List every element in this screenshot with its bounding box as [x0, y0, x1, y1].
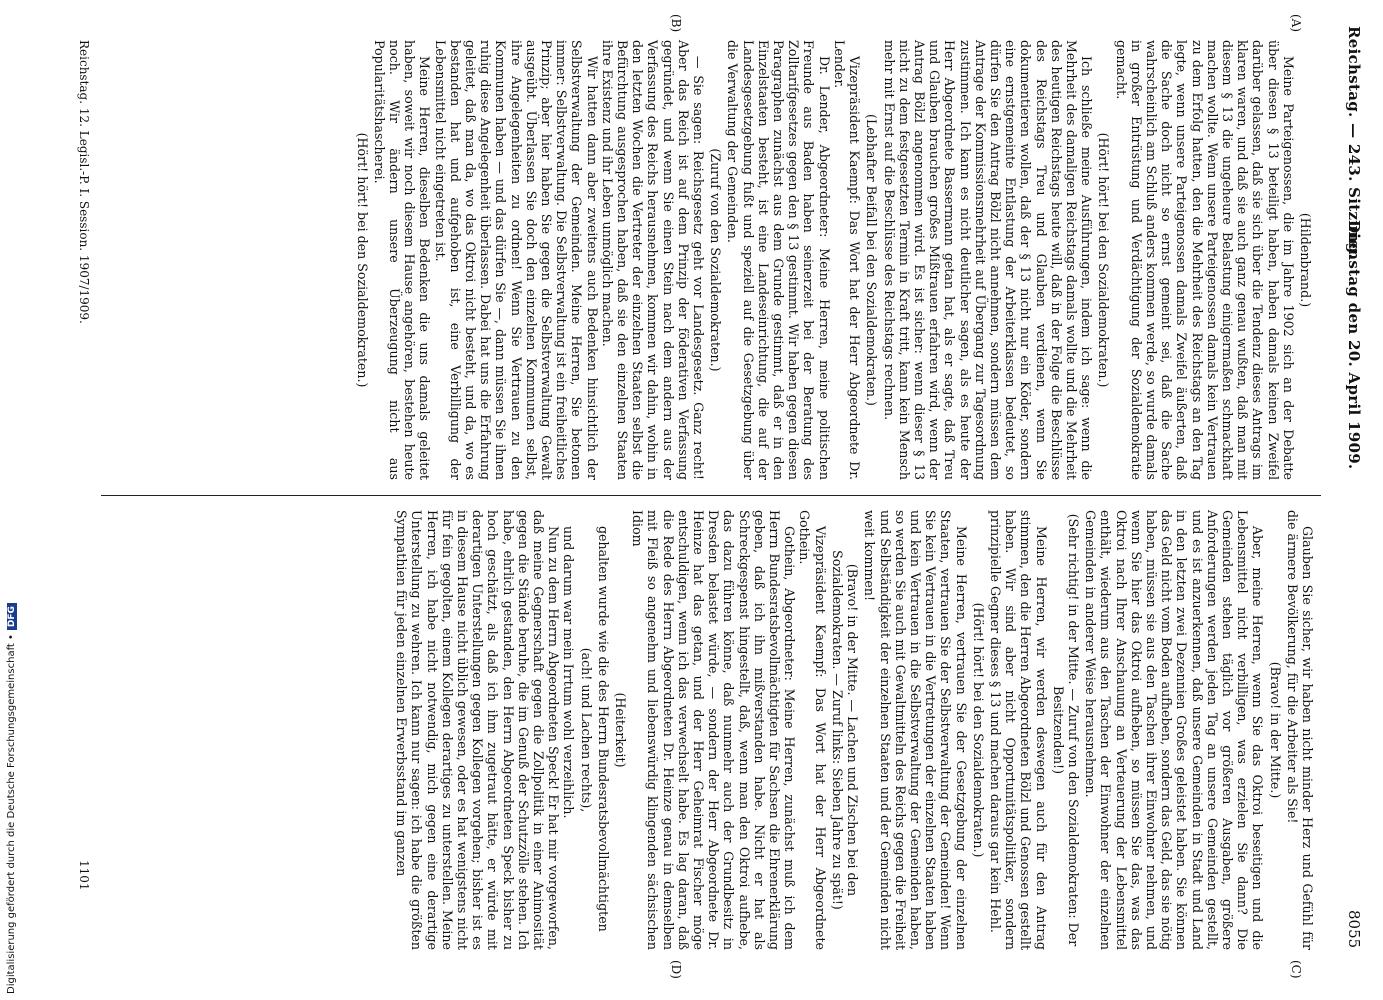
margin-marker-b: (B) [669, 14, 683, 33]
interjection: (ach! und Lachen rechts), [578, 647, 594, 813]
paragraph: Meine Herren, vertrauen Sie der Gesetzgebung der einzelnen Staaten, vertrauen Sie der Selbstverwaltung der Gemeinden! Wenn Sie kein Vertrauen in die Vertretungen der einzelnen Staaten haben und kein Vertrauen in die Selbstverwaltung der Gemeinden haben, so werden Sie auch mit Gewaltmitteln des Reichs gegen die Freiheit und Selbständigkeit der einzelnen Staaten und der Gemeinden nicht weit kommen! [862, 510, 969, 950]
paragraph: Meine Herren, dieselben Bedenken die uns damals geleitet haben, soweit wir noch diesem Hause angehören, bestehen heute noch. Wir ändern unsere Überzeugung nicht aus Popularitätshascherei. [371, 40, 433, 480]
column-divider [101, 495, 1321, 496]
paragraph: Wir hatten dann aber zweitens auch Bedenken hinsichtlich der Selbstverwaltung der Gemeinden. Meine Herren, Sie betonen immer: Selbstverwaltung. Die Selbstverwaltung ist ein freiheitliches Prinzip; aber hier haben Sie gegen die Selbstverwaltung Gewalt ausgeübt. Überlassen Sie doch den einzelnen Kommunen selbst, ihre Angelegenheiten zu ordnen! Wenn Sie Vertrauen zu den Kommunen haben — und das dürfen Sie —, dann müssen Sie ihnen ruhig diese Angelegenheit überlassen. Dabei hat uns die Erfahrung geleitet, daß man da, wo das Oktroi nicht besteht, und da, wo es bestanden hat und aufgehoben ist, eine Verbilligung der Lebensmittel nicht eingetreten ist. [432, 40, 600, 480]
interjection: (Hört! hört! bei den Sozialdemokraten.) [1096, 132, 1112, 388]
margin-marker-d: (D) [669, 960, 683, 979]
margin-marker-a: (A) [1289, 14, 1303, 33]
paragraph: gehalten wurde wie die des Herrn Bundesratsbevollmächtigten [595, 526, 611, 932]
interjection: (Hört! hört! bei den Sozialdemokraten.) [970, 602, 986, 858]
interjection: (Lebhafter Beifall bei den Sozialdemokraten.) [864, 114, 880, 406]
header-page-number: 8055 [1345, 910, 1363, 949]
chair-announcement: Vizepräsident Kaempf: Das Wort hat der Herr Abgeordnete Gothein. [797, 510, 828, 950]
interjection: (Bravo! in der Mitte. — Lachen und Zischen bei den Sozialdemokraten. — Zuruf links: Sieben Jahre zu spät!) [829, 550, 861, 910]
page-header [1331, 0, 1371, 1000]
credit-text: Digitalisierung gefördert durch die Deutsche Forschungsgemeinschaft • [6, 634, 17, 994]
paragraph: Meine Herren, wir werden deswegen auch für den Antrag stimmen, den die Herren Abgeordneten Bölzl und Genossen gestellt haben. Wir sind aber nicht Opportunitätspolitiker, sondern prinzipielle Gegner dieses § 13 und machen daraus gar kein Hehl. [987, 510, 1049, 950]
digitization-credit [6, 603, 17, 994]
footer-session-info: Reichstag. 12. Legisl.-P. I. Session. 1907/1909. [77, 40, 91, 324]
header-date: Dienstag den 20. April 1909. [1345, 220, 1363, 470]
paragraph: Glauben Sie sicher, wir haben nicht minder Herz und Gefühl für die ärmere Bevölkerung, für die Arbeiter als Sie! [1284, 510, 1315, 950]
interjection: (Hört! hört! bei den Sozialdemokraten.) [354, 132, 370, 388]
paragraph: Dr. Lender, Abgeordneter: Meine Herren, meine politischen Freunde aus Baden haben seinerzeit bei der Beratung des Zolltarifgesetzes gegen den § 13 gestimmt. Wir haben gegen diesen Paragraphen zunächst aus dem Grunde gestimmt, daß er in den Einzelstaaten besteht, ist eine Landeseinrichtung, die auf der Landesgesetzgebung fußt und speziell auf die Gesetzgebung über die Verwaltung der Gemeinden. [725, 40, 832, 480]
paragraph: Gothein, Abgeordneter: Meine Herren, zunächst muß ich dem Herrn Bundesratsbevollmächtigten für Sachsen die Ehrenerklärung geben, daß ich ihn mißverstanden habe. Nicht er hat als Schreckgespenst hingestellt, daß, wenn man den Oktroi aufhebe, das dazu führen könne, daß nunmehr auch der Grundbesitz in Dresden belastet würde, — sondern der Herr Abgeordnete Dr. Heinze hat das getan, und der Herr Geheimrat Fischer möge entschuldigen, wenn ich das verwechselt habe. Es lag daran, daß die Rede des Herrn Abgeordneten Dr. Heinze genau in demselben mit Fleiß so angenehm und liebenswürdig klingenden sächsischen Idiom [630, 510, 798, 950]
interjection: (Zuruf von den Sozialdemokraten.) [708, 148, 724, 372]
dfg-logo: DFG [7, 603, 17, 630]
paragraph: und darum war mein Irrtum wohl verzeihlich. [561, 526, 577, 819]
chair-announcement: Vizepräsident Kaempf: Das Wort hat der Herr Abgeordnete Dr. Lender. [831, 40, 863, 480]
right-text-column [105, 510, 1315, 950]
speaker-continuation: (Hildenbrand.) [1298, 212, 1313, 308]
interjection: (Bravo! in der Mitte.) [1267, 661, 1283, 799]
paragraph: Aber, meine Herren, wenn Sie das Oktroi beseitigen und die Lebensmittel nicht verbilligen, was erzielen Sie dann? Die Gemeinden stehen täglich vor größeren Ausgaben, größere Anforderungen werden jeden Tag an unsere Gemeinden gestellt, und es ist anzuerkennen, daß unsere Gemeinden in Stadt und Land in den letzten zwei Dezennien Großes geleistet haben. Sie können das Geld nicht vom Boden aufheben, sondern das Geld, das sie nötig haben, müssen sie aus den Taschen ihrer Einwohner nehmen, und wenn Sie hier das Oktroi aufheben, so müssen Sie das, was das Oktroi nach Ihrer Anschauung an Verteuerung der Lebensmittel enthält, wiederum aus den Taschen der Einwohner der einzelnen Gemeinden in anderer Weise herausnehmen. [1083, 510, 1266, 950]
interjection: (Sehr richtig! in der Mitte. — Zuruf von den Sozialdemokraten: Der Besitzenden!) [1050, 513, 1081, 947]
interjection: (Heiterkeit) [613, 692, 629, 768]
paragraph: Nun zu dem Herrn Abgeordneten Speck! Er hat mir vorgeworfen, daß meine Gegnerschaft gegen die Zollpolitik in einer Animosität gegen die Stände beruhe, die im Genuß der Schutzzölle stehen. Ich habe, ehrlich gestanden, den Herrn Abgeordneten Speck bisher zu hoch geschätzt, als daß ich ihm zugetraut hätte, er würde mit derartigen Unterstellungen gegen Kollegen vorgehen; bisher ist es in diesem Hause nicht üblich gewesen, oder es hat wenigstens nicht für fein gegolten, einem Kollegen derartiges zu unterstellen. Meine Herren, ich habe nicht notwendig, mich gegen eine derartige Unterstellung zu wehren. Ich kann nur sagen: ich habe die größten Sympathien für jeden einzelnen Erwerbsstand im ganzen [394, 510, 562, 950]
margin-marker-c: (C) [1289, 960, 1303, 979]
left-text-column [105, 40, 1315, 480]
header-session-title: Reichstag. — 243. Sitzung. [1345, 26, 1363, 260]
paragraph: Ich schließe meine Ausführungen, indem ich sage: wenn die Mehrheit des damaligen Reichstags damals wollte und die Mehrheit des heutigen Reichstags heute will, daß in der Folge die Beschlüsse des Reichstags Treu und Glauben verdienen, wenn Sie dokumentieren wollen, daß der § 13 nicht nur ein Köder, sondern eine ernstgemeinte Entlastung der Arbeiterklassen bedeutet, so dürfen Sie den Antrag Bölzl nicht annehmen, sondern müssen dem Antrage der Kommissionsmehrheit auf Übergang zur Tagesordnung zustimmen. Ich kann es nicht deutlicher sagen, als es heute der Herr Abgeordnete Bassermann getan hat, als er sagte, daß Treu und Glauben brauchen großes Mißtrauen erfahren wird, wenn der Antrag Bölzl angenommen wird. Es ist sicher: wenn dieser § 13 nicht zu dem festgesetzten Termin in Kraft tritt, kann kein Mensch mehr mit Ernst auf die Beschlüsse des Reichstags rechnen. [881, 40, 1095, 480]
footer-page-number: 1101 [77, 860, 91, 891]
paragraph: Meine Parteigenossen, die im Jahre 1902 sich an der Debatte über diesen § 13 beteiligt haben, haben damals keinen Zweifel darüber gelassen, daß sie sich über die Tendenz dieses Antrags im klaren waren, und daß sie auch ganz genau wußten, daß man mit diesem § 13 die ungeheure Belastung einigermaßen schmackhaft machen wollte. Wenn unsere Parteigenossen damals kein Vertrauen zu dem Erfolg hatten, den die Mehrheit des Reichstags an den Tag legte, wenn unsere Parteigenossen damals Zweifel äußerten, daß die Sache doch nicht so ernst gemeint sei, daß die Sache wahrscheinlich am Schluß anders kommen werde, so wurde damals in großer Entrüstung und Verdächtigung der Sozialdemokratie gemacht. [1113, 40, 1296, 480]
paragraph: — Sie sagen: Reichsgesetz geht vor Landesgesetz. Ganz recht! Aber das Reich ist auf dem Prinzip der föderativen Verfassung gegründet, und wenn Sie einen Stein nach dem andern aus der Verfassung des Reichs herausnehmen, kommen wir dahin, wohin in den letzten Wochen die Vertreter der einzelnen Staaten selbst die Befürchtung ausgesprochen haben, daß sie den einzelnen Staaten ihre Existenz und ihr Leben unmöglich machen. [599, 40, 707, 480]
